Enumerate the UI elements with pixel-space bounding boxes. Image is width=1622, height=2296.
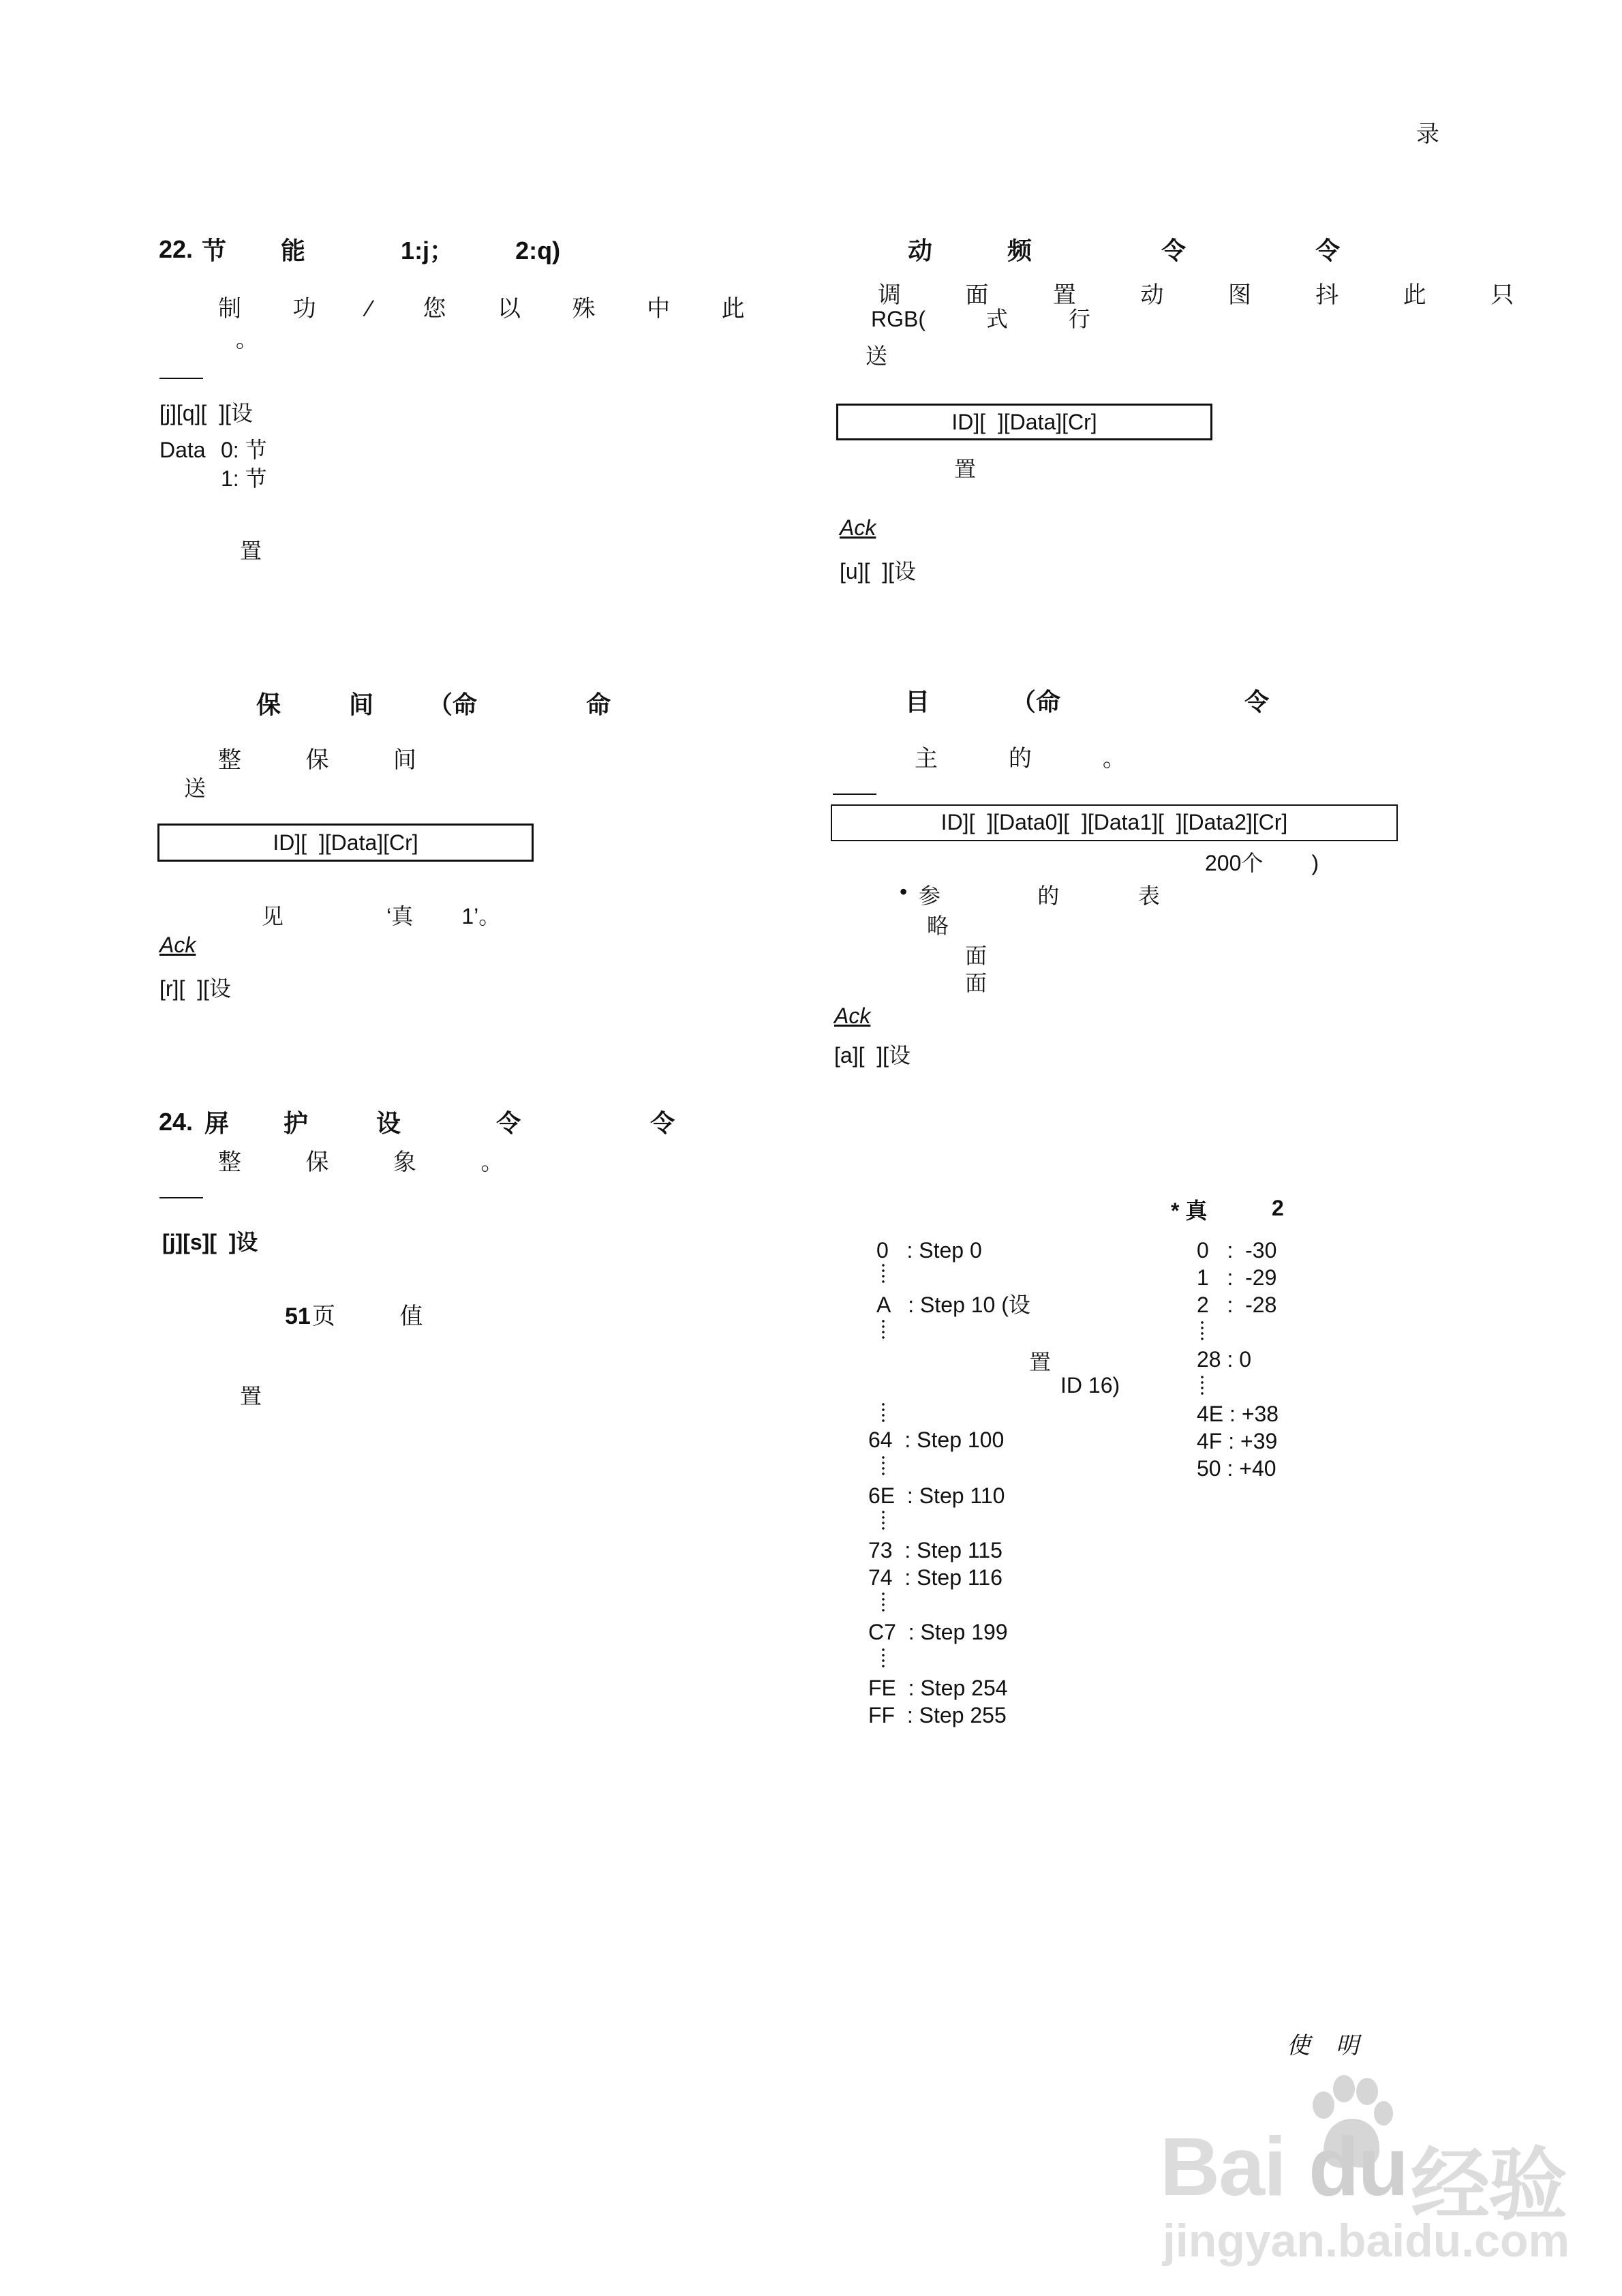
right-section-1-title: 动 频 令 令	[908, 237, 1341, 265]
section-22-description-end: 。	[236, 327, 258, 352]
table-1-row-a: A : Step 10 (设	[876, 1293, 1030, 1317]
right-section-2-bullet: 参 的 表	[919, 883, 1160, 908]
section-24-description: 整 保 象 。	[218, 1149, 504, 1175]
right-section-2-line-2: 略	[927, 913, 949, 938]
section-24-number: 24.	[159, 1108, 194, 1136]
section-23-description-end: 送	[184, 776, 206, 800]
watermark-brand: Bai	[1160, 2120, 1285, 2213]
table-1-ellipsis	[882, 1263, 885, 1283]
table-2-row-4f: 4F : +39	[1197, 1429, 1278, 1453]
section-23-command: [r][ ][设	[159, 976, 231, 1001]
section-23-ack: Ack	[159, 933, 196, 957]
table-1-row-ff: FF : Step 255	[868, 1703, 1007, 1727]
right-section-2-count: 200个 )	[1205, 851, 1319, 875]
table-2-ellipsis	[1201, 1320, 1204, 1340]
right-section-2-line-4: 面	[965, 971, 988, 995]
table-1-ellipsis	[882, 1509, 885, 1530]
section-23-command-format: ID][ ][Data][Cr]	[157, 824, 534, 862]
watermark-jingyan: 经验	[1411, 2141, 1566, 2229]
right-section-1-description: 调 面 置 动 图 抖 此 只	[878, 282, 1514, 308]
right-section-2-ack: Ack	[834, 1003, 871, 1028]
watermark-brand-du: du	[1309, 2120, 1408, 2213]
right-section-1-command-format: ID][ ][Data][Cr]	[836, 404, 1212, 440]
section-24-divider	[159, 1197, 203, 1198]
table-1-row-6e: 6E : Step 110	[868, 1483, 1005, 1508]
right-section-2-bullet-mark: •	[900, 879, 908, 904]
table-2-row-1: 1 : -29	[1197, 1265, 1277, 1290]
section-23-see-note: 见 ‘真 1’。	[262, 904, 501, 928]
right-section-2-command: [a][ ][设	[834, 1043, 911, 1068]
table-2-number: 2	[1272, 1196, 1284, 1220]
table-2-row-4e: 4E : +38	[1197, 1402, 1279, 1426]
right-section-1-note: 置	[954, 457, 977, 481]
section-24-note: 置	[240, 1384, 262, 1408]
section-22-command: [j][q][ ][设	[159, 401, 253, 425]
right-section-1-description-2: RGB( 式 行	[871, 307, 1090, 331]
footer-manual-label: 使 明	[1287, 2033, 1359, 2059]
right-section-2-title: 目 （命 令	[905, 688, 1270, 716]
section-22-number: 22.	[159, 235, 194, 263]
section-22-data-0: 0: 节	[221, 438, 267, 462]
table-1-ellipsis	[882, 1647, 885, 1667]
section-24-title: 屏 护 设 令 令	[204, 1109, 675, 1137]
right-section-2-divider	[833, 794, 876, 795]
section-23-description: 整 保 间	[218, 747, 416, 773]
table-1-row-74: 74 : Step 116	[868, 1565, 1003, 1590]
section-22-note: 置	[240, 539, 262, 563]
header-corner-text: 录	[1416, 121, 1439, 147]
table-1-note-2: ID 16)	[1060, 1373, 1120, 1398]
section-22-description: 制 功 ⁄ 您 以 殊 中 此	[218, 296, 745, 322]
section-24-command: [j][s][ ]设	[162, 1230, 258, 1254]
table-1-row-64: 64 : Step 100	[868, 1428, 1005, 1452]
section-22-data-label: Data	[159, 438, 206, 462]
table-1-ellipsis	[882, 1455, 885, 1475]
section-24-page-ref: 51	[285, 1303, 311, 1329]
table-1-ellipsis	[882, 1318, 885, 1339]
right-section-2-line-3: 面	[965, 943, 988, 968]
right-section-2-description: 主 的 。	[915, 746, 1126, 772]
table-2-row-2: 2 : -28	[1197, 1293, 1277, 1317]
table-1-row-0: 0 : Step 0	[876, 1238, 982, 1263]
table-2-title: * 真	[1171, 1198, 1208, 1223]
table-1-ellipsis	[882, 1591, 885, 1612]
section-22-title: 节 能 1:j； 2:q)	[202, 237, 561, 265]
table-2-row-50: 50 : +40	[1197, 1456, 1276, 1481]
right-section-1-command: [u][ ][设	[840, 559, 917, 584]
right-section-1-description-3: 送	[866, 344, 888, 368]
table-1-ellipsis	[882, 1402, 885, 1422]
right-section-1-ack: Ack	[840, 515, 876, 540]
section-22-data-1: 1: 节	[221, 466, 267, 491]
table-1-row-c7: C7 : Step 199	[868, 1620, 1008, 1644]
section-24-page-text: 页 值	[312, 1303, 423, 1329]
table-1-row-fe: FE : Step 254	[868, 1676, 1008, 1700]
table-1-row-73: 73 : Step 115	[868, 1538, 1003, 1562]
table-2-ellipsis	[1201, 1374, 1204, 1395]
watermark-url: jingyan.baidu.com	[1163, 2215, 1570, 2267]
table-1-note-1: 置	[1029, 1350, 1052, 1374]
section-22-divider	[159, 378, 203, 379]
table-2-row-28: 28 : 0	[1197, 1347, 1252, 1372]
table-2-row-0: 0 : -30	[1197, 1238, 1277, 1263]
section-23-title: 保 间 （命 命	[256, 691, 611, 719]
right-section-2-command-format: ID][ ][Data0][ ][Data1][ ][Data2][Cr]	[831, 804, 1398, 841]
